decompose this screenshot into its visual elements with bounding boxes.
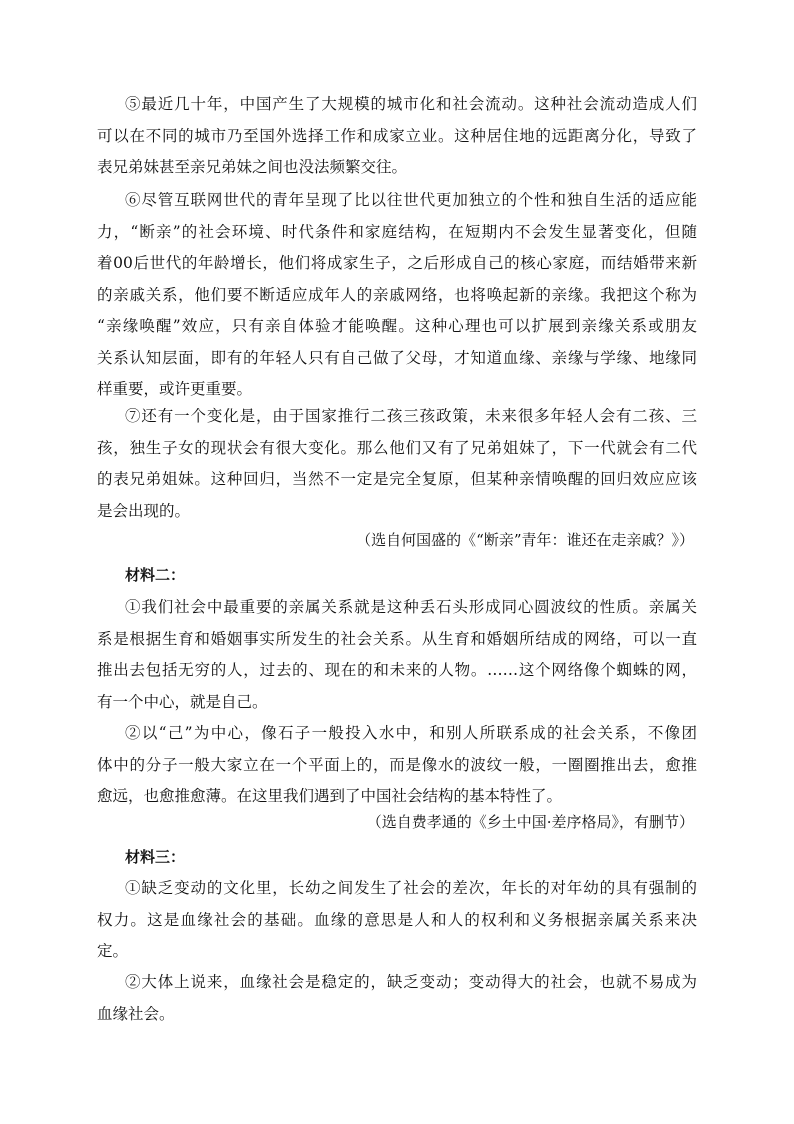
text-line: 着00后世代的年龄增长，他们将成家生子，之后形成自己的核心家庭，而结婚带来新 xyxy=(97,254,697,272)
text-line: 孩，独生子女的现状会有很大变化。那么他们又有了兄弟姐妹了，下一代就会有二代 xyxy=(97,438,697,457)
paragraph-5 xyxy=(97,89,697,184)
text-line: 定。 xyxy=(97,942,129,960)
text-line: 的亲戚关系，他们要不断适应成年人的亲戚网络，也将唤起新的亲缘。我把这个称为 xyxy=(97,285,697,304)
text-line: ⑥尽管互联网世代的青年呈现了比以往世代更加独立的个性和独自生活的适应能 xyxy=(125,191,697,209)
text-line: 权力。这是血缘社会的基础。血缘的意思是人和人的权利和义务根据亲属关系来决 xyxy=(97,910,697,929)
paragraph-6 xyxy=(97,185,697,406)
material-3-paragraph-2 xyxy=(97,967,697,1030)
text-line: 推出去包括无穷的人，过去的、现在的和未来的人物。……这个网络像个蜘蛛的网， xyxy=(97,661,697,679)
text-line: ①缺乏变动的文化里，长幼之间发生了社会的差次，年长的对年幼的具有强制的 xyxy=(125,879,697,897)
text-line: 有一个中心，就是自己。 xyxy=(97,692,268,711)
text-line: 血缘社会。 xyxy=(97,1004,175,1023)
material-2-paragraph-1 xyxy=(97,592,697,718)
material-3-paragraph-1 xyxy=(97,873,697,968)
text-line: 是会出现的。 xyxy=(97,501,191,520)
text-line: ⑤最近几十年，中国产生了大规模的城市化和社会流动。这种社会流动造成人们 xyxy=(125,95,697,113)
text-line: 样重要，或许更重要。 xyxy=(97,380,253,398)
source-citation-2: （选自费孝通的《乡土中国·差序格局》，有删节） xyxy=(366,813,694,831)
source-citation-1: （选自何国盛的《“断亲”青年：谁还在走亲戚？》） xyxy=(356,531,694,549)
text-line: ①我们社会中最重要的亲属关系就是这种丢石头形成同心圆波纹的性质。亲属关 xyxy=(125,598,697,616)
text-line: “亲缘唤醒”效应，只有亲自体验才能唤醒。这种心理也可以扩展到亲缘关系或朋友 xyxy=(97,317,697,335)
text-line: 体中的分子一般大家立在一个平面上的，而是像水的波纹一般，一圈圈推出去，愈推 xyxy=(97,755,697,774)
text-line: 力，“断亲”的社会环境、时代条件和家庭结构，在短期内不会发生显著变化，但随 xyxy=(97,222,697,241)
text-line: ②以“己”为中心，像石子一般投入水中，和别人所联系成的社会关系，不像团 xyxy=(125,724,697,742)
text-line: 的表兄弟姐妹。这种回归，当然不一定是完全复原，但某种亲情唤醒的回归效应应该 xyxy=(97,470,697,488)
text-line: 表兄弟妹甚至亲兄弟妹之间也没法频繁交往。 xyxy=(97,158,408,176)
paragraph-7 xyxy=(97,401,697,527)
text-line: 愈远，也愈推愈薄。在这里我们遇到了中国社会结构的基本特性了。 xyxy=(97,787,563,805)
material-2-paragraph-2 xyxy=(97,718,697,813)
material-3-heading: 材料三： xyxy=(125,848,186,866)
material-2-heading: 材料二： xyxy=(125,566,186,584)
text-line: 系是根据生育和婚姻事实所发生的社会关系。从生育和婚姻所结成的网络，可以一直 xyxy=(97,629,697,648)
text-line: 可以在不同的城市乃至国外选择工作和成家立业。这种居住地的远距离分化，导致了 xyxy=(97,126,697,145)
text-line: 关系认知层面，即有的年轻人只有自己做了父母，才知道血缘、亲缘与学缘、地缘同 xyxy=(97,348,697,367)
text-line: ⑦还有一个变化是，由于国家推行二孩三孩政策，未来很多年轻人会有二孩、三 xyxy=(125,407,697,425)
text-line: ②大体上说来，血缘社会是稳定的，缺乏变动；变动得大的社会，也就不易成为 xyxy=(125,973,697,991)
